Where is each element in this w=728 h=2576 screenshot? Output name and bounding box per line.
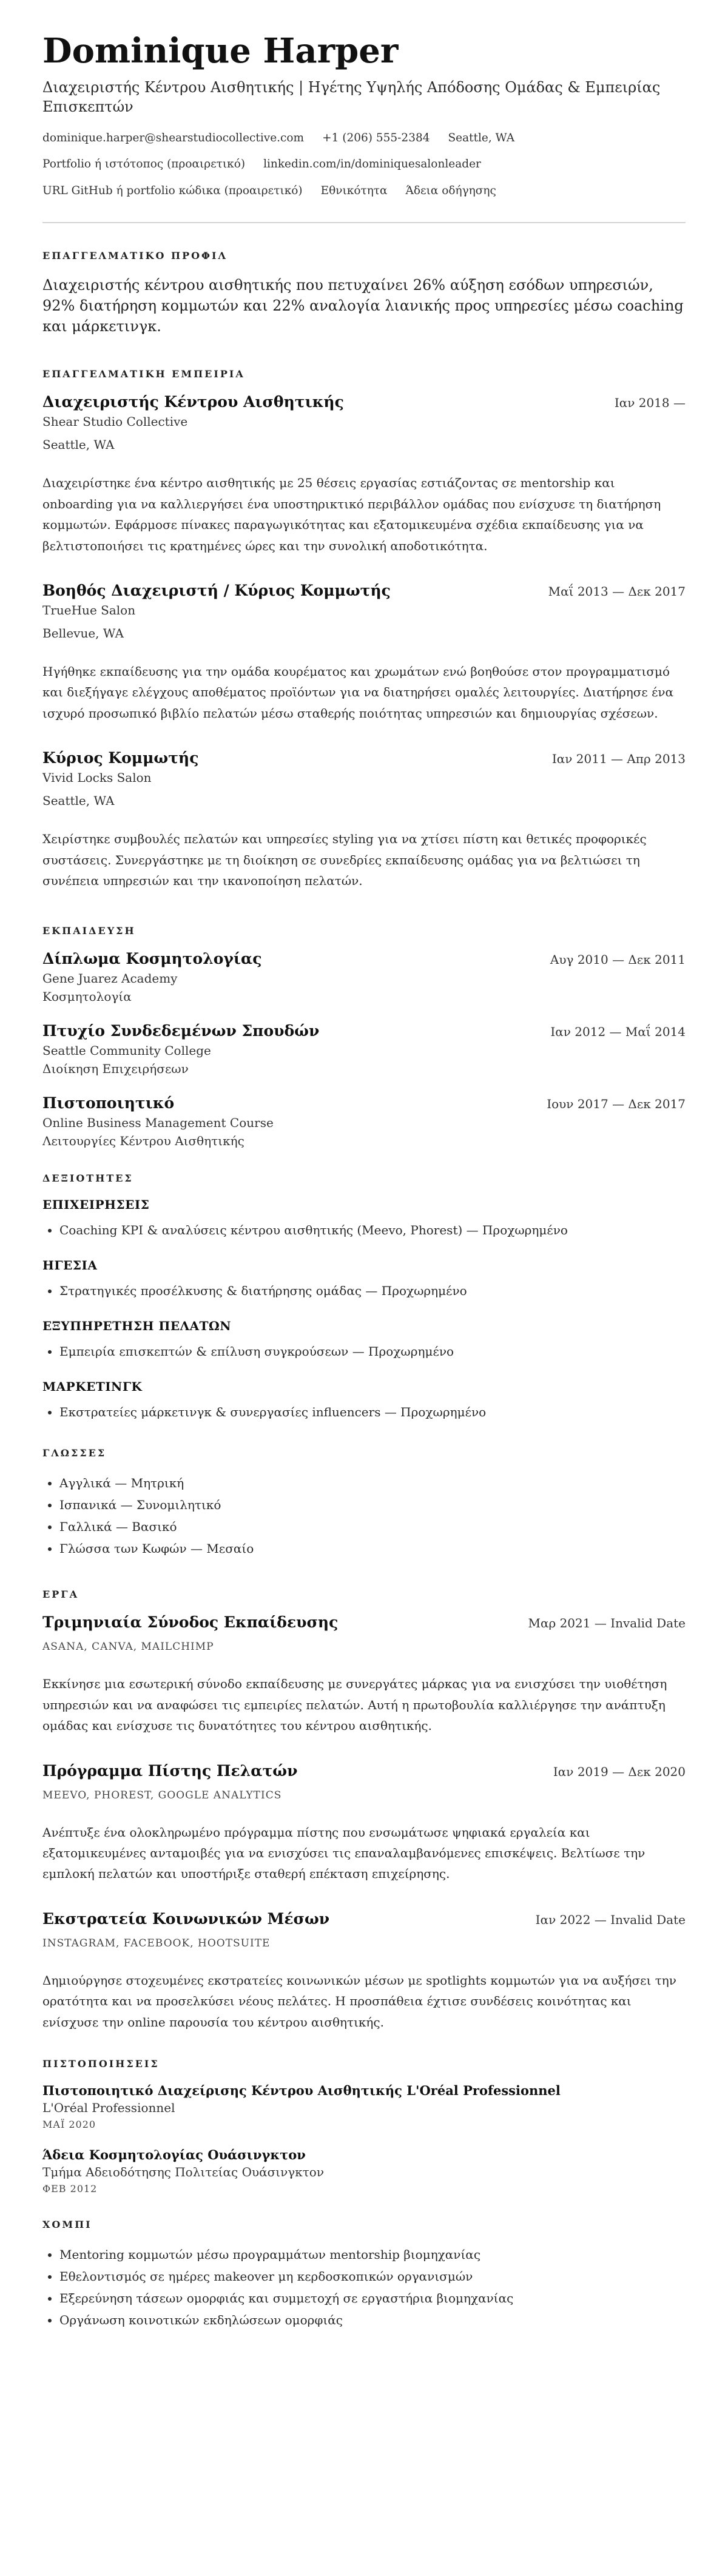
project-entry: [42, 1762, 686, 1885]
certification-issuer: L'Oréal Professionnel: [42, 2100, 175, 2115]
experience-entry: [42, 582, 686, 724]
certifications-list: [42, 2083, 686, 2194]
project-description: Εκκίνησε μια εσωτερική σύνοδο εκπαίδευσης με συνεργάτες μάρκας για να ενισχύσει την υιοθέτηση υπηρεσιών και να αναφώσει τις εμπειρίες πελατών. Αυτή η πρωτοβουλία καλλιέργησε την ανάπτυξη ομάδας και ενίσχυσε τις δυνατότητες του κέντρου αισθητικής.: [42, 1676, 667, 1734]
candidate-headline: Διαχειριστής Κέντρου Αισθητικής | Ηγέτης Υψηλής Απόδοσης Ομάδας & Εμπειρίας Επισκεπτών: [42, 78, 661, 116]
skill-group-title: ΕΞΥΠΗΡΕΤΗΣΗ ΠΕΛΑΤΩΝ: [42, 1319, 232, 1334]
candidate-name: Dominique Harper: [42, 31, 399, 71]
section-title-experience: ΕΠΑΓΓΕΛΜΑΤΙΚΗ ΕΜΠΕΙΡΙΑ: [42, 368, 245, 380]
skill-item: • Στρατηγικές προσέλκυσης & διατήρησης ομάδας — Προχωρημένο: [59, 1280, 686, 1302]
project-entry: [42, 1910, 686, 2033]
job-location: Seattle, WA: [42, 793, 115, 809]
language-item: • Αγγλικά — Μητρική: [59, 1472, 686, 1494]
contact-license: Άδεια οδήγησης: [405, 184, 496, 198]
certification-entry: [42, 2083, 686, 2130]
project-tech: MEEVO, PHOREST, GOOGLE ANALYTICS: [42, 1789, 282, 1801]
education-list: [42, 950, 686, 1148]
contact-github[interactable]: URL GitHub ή portfolio κώδικα (προαιρετικό): [42, 184, 303, 198]
projects-list: [42, 1613, 686, 2033]
project-dates: Μαρ 2021 — Invalid Date: [528, 1616, 686, 1631]
header-divider: [42, 222, 686, 223]
profile-summary: Διαχειριστής κέντρου αισθητικής που πετυχαίνει 26% αύξηση εσόδων υπηρεσιών, 92% διατήρηση κομμωτών και 22% αναλογία λιανικής προς υπηρεσίες μέσω coaching και μάρκετινγκ.: [42, 277, 684, 335]
skill-group-title: ΜΑΡΚΕΤΙΝΓΚ: [42, 1379, 143, 1394]
degree-dates: Αυγ 2010 — Δεκ 2011: [550, 952, 686, 967]
project-description: Ανέπτυξε ένα ολοκληρωμένο πρόγραμμα πίστης που ενσωμάτωσε ψηφιακά εργαλεία και εξατομικευμένες ανταμοιβές για να ενισχύσει τις επαναλαμβανόμενες επισκέψεις. Βελτίωσε την εμπλοκή πελατών και υποστήριξε σταθερή επέκταση επιχείρησης.: [42, 1824, 645, 1882]
project-tech: INSTAGRAM, FACEBOOK, HOOTSUITE: [42, 1937, 271, 1949]
contact-linkedin[interactable]: linkedin.com/in/dominiquesalonleader: [263, 158, 481, 171]
skill-group-title: ΗΓΕΣΙΑ: [42, 1258, 98, 1273]
contact-nationality: Εθνικότητα: [320, 184, 388, 198]
contact-row-primary: [42, 130, 686, 146]
study-field: Λειτουργίες Κέντρου Αισθητικής: [42, 1134, 244, 1149]
education-entry: [42, 1022, 686, 1076]
degree-dates: Ιαν 2012 — Μαΐ 2014: [550, 1024, 686, 1040]
study-field: Διοίκηση Επιχειρήσεων: [42, 1061, 189, 1077]
skill-item: • Coaching KPI & αναλύσεις κέντρου αισθητικής (Meevo, Phorest) — Προχωρημένο: [59, 1219, 686, 1241]
contact-email[interactable]: dominique.harper@shearstudiocollective.com: [42, 131, 305, 144]
certification-entry: [42, 2147, 686, 2194]
degree-title: Πτυχίο Συνδεδεμένων Σπουδών: [42, 1022, 320, 1040]
job-company: Shear Studio Collective: [42, 414, 188, 429]
job-location: Bellevue, WA: [42, 626, 124, 641]
hobby-item: • Mentoring κομμωτών μέσω προγραμμάτων mentorship βιομηχανίας: [59, 2244, 686, 2265]
degree-title: Δίπλωμα Κοσμητολογίας: [42, 950, 262, 968]
experience-entry: [42, 749, 686, 891]
contact-portfolio[interactable]: Portfolio ή ιστότοπος (προαιρετικό): [42, 158, 246, 171]
experience-list: [42, 393, 686, 891]
job-location: Seattle, WA: [42, 437, 115, 452]
language-item: • Γαλλικά — Βασικό: [59, 1516, 686, 1538]
job-title: Βοηθός Διαχειριστή / Κύριος Κομμωτής: [42, 582, 391, 600]
certification-name: Πιστοποιητικό Διαχείρισης Κέντρου Αισθητικής L'Oréal Professionnel: [42, 2082, 561, 2098]
contact-location: Seattle, WA: [448, 131, 515, 144]
languages-list: [42, 1472, 686, 1559]
hobbies-list: [42, 2244, 686, 2331]
degree-title: Πιστοποιητικό: [42, 1094, 175, 1112]
section-title-projects: ΕΡΓΑ: [42, 1589, 79, 1601]
section-title-education: ΕΚΠΑΙΔΕΥΣΗ: [42, 925, 136, 937]
skills-list: [42, 1197, 686, 1423]
section-title-languages: ΓΛΩΣΣΕΣ: [42, 1447, 107, 1459]
job-title: Διαχειριστής Κέντρου Αισθητικής: [42, 393, 344, 411]
project-entry: [42, 1613, 686, 1736]
study-field: Κοσμητολογία: [42, 989, 132, 1004]
hobby-item: • Οργάνωση κοινοτικών εκδηλώσεων ομορφιάς: [59, 2309, 686, 2331]
skill-group-items: [42, 1340, 686, 1362]
language-item: • Γλώσσα των Κωφών — Μεσαίο: [59, 1538, 686, 1559]
education-entry: [42, 1094, 686, 1148]
degree-dates: Ιουν 2017 — Δεκ 2017: [547, 1097, 686, 1112]
section-title-hobbies: ΧΟΜΠΙ: [42, 2218, 92, 2230]
experience-entry: [42, 393, 686, 556]
skill-group-items: [42, 1280, 686, 1302]
project-dates: Ιαν 2019 — Δεκ 2020: [553, 1764, 686, 1779]
job-company: TrueHue Salon: [42, 603, 136, 618]
hobby-item: • Εθελοντισμός σε ημέρες makeover μη κερδοσκοπικών οργανισμών: [59, 2265, 686, 2287]
job-description: Διαχειρίστηκε ένα κέντρο αισθητικής με 25 θέσεις εργασίας εστιάζοντας σε mentorship και onboarding για να καλλιεργήσει ένα υποστηρικτικό περιβάλλον ομάδας που ενίσχυσε τη διατήρηση κομμωτών. Εφάρμοσε πίνακες παραγωγικότητας και εξατομικευμένα σχέδια εκπαίδευσης για να βελτιστοποιήσει τις κρατημένες ώρες και την συνολική αποδοτικότητα.: [42, 476, 661, 553]
school-name: Gene Juarez Academy: [42, 971, 178, 986]
contact-row-links: [42, 156, 686, 172]
language-item: • Ισπανικά — Συνομιλητικό: [59, 1494, 686, 1516]
hobby-item: • Εξερεύνηση τάσεων ομορφιάς και συμμετοχή σε εργαστήρια βιομηχανίας: [59, 2287, 686, 2309]
section-title-certifications: ΠΙΣΤΟΠΟΙΗΣΕΙΣ: [42, 2057, 160, 2070]
school-name: Seattle Community College: [42, 1043, 211, 1058]
skill-group-title: ΕΠΙΧΕΙΡΗΣΕΙΣ: [42, 1197, 150, 1212]
project-tech: ASANA, CANVA, MAILCHIMP: [42, 1641, 214, 1653]
certification-date: ΦΕΒ 2012: [42, 2182, 98, 2194]
job-description: Ηγήθηκε εκπαίδευσης για την ομάδα κουρέματος και χρωμάτων ενώ βοηθούσε στον προγραμματισμό και διεξήγαγε ελέγχους αποθέματος προϊόντων για να διατηρήσει ομαλές λειτουργίες. Διατήρησε ένα ισχυρό προσωπικό βιβλίο πελατών μέσω σταθερής ποιότητας υπηρεσιών και δημιουργίας σχέσεων.: [42, 664, 674, 721]
project-dates: Ιαν 2022 — Invalid Date: [535, 1912, 686, 1927]
job-dates: Μαΐ 2013 — Δεκ 2017: [548, 584, 686, 599]
skill-item: • Εμπειρία επισκεπτών & επίλυση συγκρούσεων — Προχωρημένο: [59, 1340, 686, 1362]
project-description: Δημιούργησε στοχευμένες εκστρατείες κοινωνικών μέσων με spotlights κομμωτών για να αυξήσει την ορατότητα και να προσελκύσει νέους πελάτες. Η προσπάθεια έχτισε συνδέσεις κοινότητας και ενίσχυσε την online παρουσία του κέντρου αισθητικής.: [42, 1972, 676, 2030]
skill-item: • Εκστρατείες μάρκετινγκ & συνεργασίες influencers — Προχωρημένο: [59, 1401, 686, 1423]
project-name: Εκστρατεία Κοινωνικών Μέσων: [42, 1909, 330, 1928]
job-dates: Ιαν 2018 —: [614, 395, 686, 411]
project-name: Πρόγραμμα Πίστης Πελατών: [42, 1761, 298, 1780]
certification-name: Άδεια Κοσμητολογίας Ουάσινγκτον: [42, 2147, 306, 2162]
section-title-skills: ΔΕΞΙΟΤΗΤΕΣ: [42, 1172, 133, 1185]
school-name: Online Business Management Course: [42, 1115, 274, 1131]
contact-phone[interactable]: +1 (206) 555-2384: [322, 131, 430, 144]
job-title: Κύριος Κομμωτής: [42, 749, 199, 767]
project-name: Τριμηνιαία Σύνοδος Εκπαίδευσης: [42, 1613, 339, 1632]
certification-date: ΜΑΪ 2020: [42, 2118, 96, 2130]
job-description: Χειρίστηκε συμβουλές πελατών και υπηρεσίες styling για να χτίσει πίστη και θετικές προφορικές συστάσεις. Συνεργάστηκε με τη διοίκηση σε συνεδρίες εκπαίδευσης ομάδας για να βελτιώσει τη συνέπεια υπηρεσιών και την ικανοποίηση πελατών.: [42, 832, 647, 888]
skill-group-items: [42, 1401, 686, 1423]
contact-row-extra: [42, 183, 686, 199]
job-dates: Ιαν 2011 — Απρ 2013: [551, 752, 686, 767]
job-company: Vivid Locks Salon: [42, 770, 152, 785]
section-title-profile: ΕΠΑΓΓΕΛΜΑΤΙΚΟ ΠΡΟΦΙΛ: [42, 250, 228, 262]
skill-group-items: [42, 1219, 686, 1241]
certification-issuer: Τμήμα Αδειοδότησης Πολιτείας Ουάσινγκτον: [42, 2164, 324, 2179]
education-entry: [42, 950, 686, 1004]
